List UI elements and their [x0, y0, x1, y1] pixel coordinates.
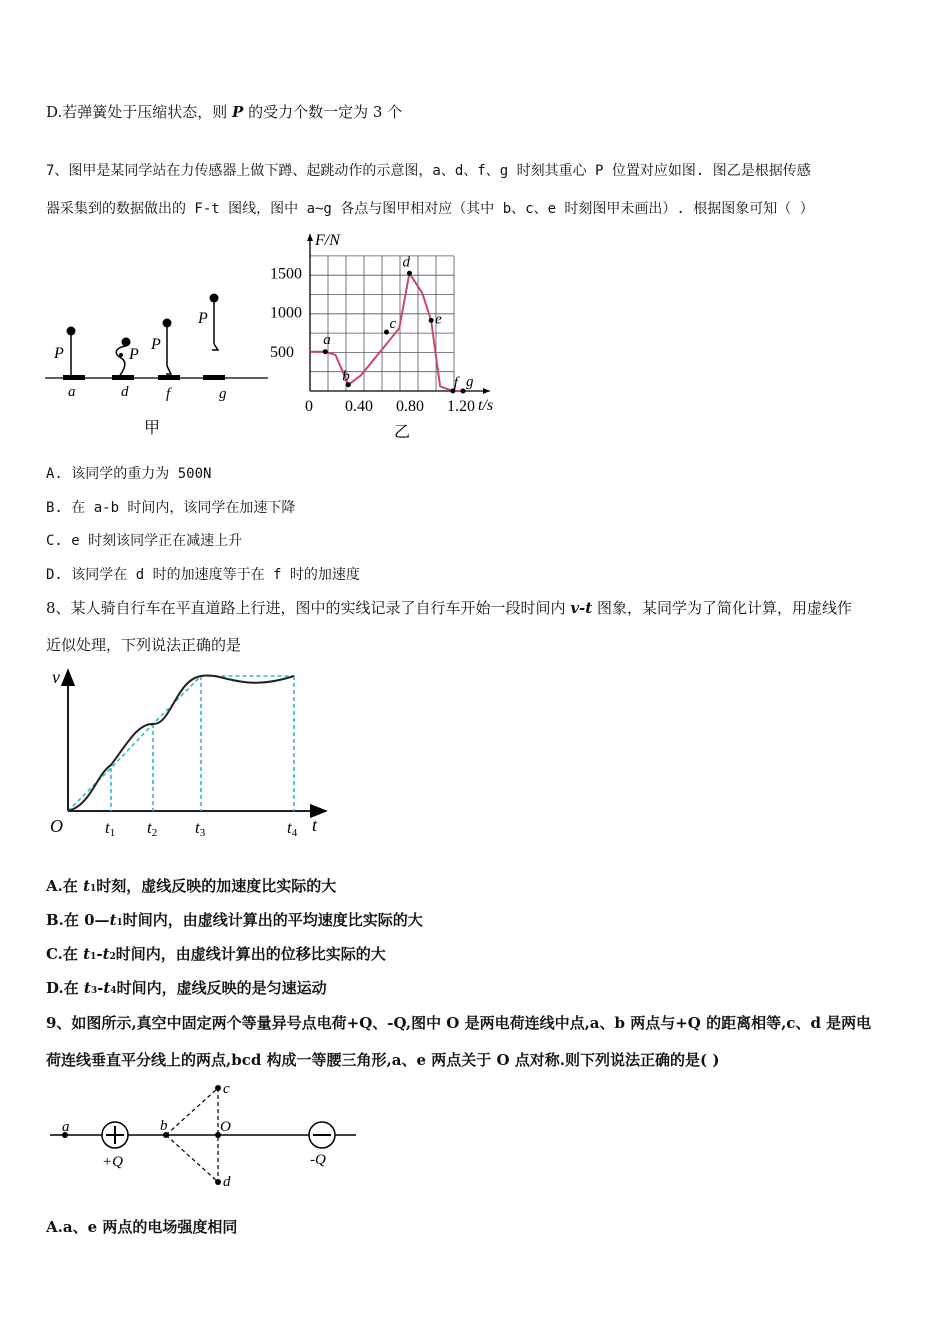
jia-caption: 甲 [144, 420, 161, 437]
yi-y-tick-label: 1000 [270, 304, 302, 322]
yi-x-arrow [483, 388, 490, 394]
jia-moment-a: a [68, 384, 76, 400]
q7-option-c: C. e 时刻该同学正在减速上升 [46, 533, 243, 549]
q9-option-a: A.a、e 两点的电场强度相同 [46, 1218, 238, 1236]
yi-point-label-a: a [323, 331, 331, 348]
yi-x-tick-label: 1.20 [447, 398, 475, 415]
q8-option-b: B.在 0—t1时间内，由虚线计算出的平均速度比实际的大 [46, 911, 423, 929]
yi-point-label-e: e [435, 311, 442, 328]
yi-point-e [429, 318, 434, 323]
q6-option-d-var: P [232, 103, 244, 121]
vt-dashed-approx [68, 676, 294, 811]
vt-t3-label: t3 [195, 818, 206, 839]
q7-stem-line2: 器采集到的数据做出的 F-t 图线，图中 a~g 各点与图甲相对应（其中 b、c、e 时刻图甲未画出）. 根据图象可知（ ） [46, 201, 814, 217]
q8-stem-line2: 近似处理，下列说法正确的是 [46, 636, 242, 654]
yi-point-label-d: d [402, 254, 410, 271]
point-c [215, 1085, 221, 1091]
vt-t-label: t [312, 815, 318, 835]
q9-charges-figure [44, 1078, 374, 1198]
label-b: b [160, 1118, 168, 1134]
q6-option-d-text1: D.若弹簧处于压缩状态，则 [46, 103, 233, 121]
q7-option-b: B. 在 a-b 时间内，该同学在加速下降 [46, 500, 296, 516]
yi-x-tick-label: 0.40 [345, 398, 373, 415]
label-d: d [223, 1174, 231, 1190]
yi-point-label-c: c [389, 316, 397, 333]
q9-stem-line1: 9、如图所示,真空中固定两个等量异号点电荷+Q、-Q,图中 O 是两电荷连线中点,a、b 两点与+Q 的距离相等,c、d 是两电 [46, 1014, 872, 1032]
yi-point-d [407, 271, 412, 276]
vt-origin-label: O [50, 816, 63, 836]
label-o: O [220, 1119, 231, 1135]
yi-point-label-f: f [453, 375, 458, 391]
yi-y-arrow [307, 234, 313, 241]
yi-point-g [461, 389, 466, 394]
jia-moment-g: g [219, 386, 227, 402]
yi-point-label-b: b [342, 368, 350, 385]
q8-stem-line1 [46, 598, 852, 618]
vt-v-label: v [52, 667, 60, 687]
jia-moment-f: f [166, 386, 171, 402]
vt-t2-label: t2 [147, 818, 158, 839]
yi-caption: 乙 [394, 424, 411, 441]
label-plus-q: +Q [102, 1154, 123, 1170]
yi-x-tick-label: 0.80 [396, 398, 424, 415]
q6-option-d [46, 102, 402, 122]
vt-t4-label: t4 [287, 818, 298, 839]
label-c: c [223, 1081, 230, 1097]
jia-p-label-f: P [151, 336, 161, 353]
label-a: a [62, 1119, 70, 1135]
yi-x-tick-label: 0 [305, 398, 313, 415]
jia-p-label-d: P [129, 346, 139, 363]
q8-vt-figure [46, 665, 346, 845]
q7-option-d: D. 该同学在 d 时的加速度等于在 f 时的加速度 [46, 567, 360, 583]
yi-y-tick-label: 500 [270, 343, 294, 361]
jia-p-label-g: P [198, 310, 208, 327]
yi-y-tick-label: 1500 [270, 265, 302, 283]
q7-stem-line1: 7、图甲是某同学站在力传感器上做下蹲、起跳动作的示意图，a、d、f、g 时刻其重心 P 位置对应如图. 图乙是根据传感 [46, 163, 811, 179]
jia-moment-d: d [121, 384, 129, 400]
q8-option-a: A.在 t1时刻，虚线反映的加速度比实际的大 [46, 877, 337, 895]
q6-option-d-text2: 的受力个数一定为 3 个 [243, 103, 403, 121]
q8-option-d: D.在 t3-t4时间内，虚线反映的是匀速运动 [46, 979, 327, 997]
q9-stem-line2: 荷连线垂直平分线上的两点,bcd 构成一等腰三角形,a、e 两点关于 O 点对称.则下列说法正确的是( ) [46, 1051, 720, 1069]
yi-point-label-g: g [466, 374, 474, 390]
vt-t1-label: t1 [105, 818, 116, 839]
yi-y-axis-label: F/N [315, 232, 340, 249]
q7-figure-yi-chart [268, 228, 508, 443]
jia-p-label-a: P [54, 345, 64, 362]
label-minus-q: -Q [310, 1152, 326, 1168]
q7-option-a: A. 该同学的重力为 500N [46, 466, 212, 482]
q7-figure-jia [40, 240, 270, 440]
q8-stem-text1: 8、某人骑自行车在平直道路上行进，图中的实线记录了自行车开始一段时间内 [46, 599, 571, 617]
yi-x-axis-label: t/s [478, 397, 494, 414]
q8-stem-var: v-t [570, 599, 593, 617]
q8-stem-text2: 图象，某同学为了简化计算，用虚线作 [592, 599, 852, 617]
point-d [215, 1179, 221, 1185]
q8-option-c: C.在 t1-t2时间内，由虚线计算出的位移比实际的大 [46, 945, 386, 963]
yi-point-a [323, 349, 328, 354]
yi-point-c [384, 330, 389, 335]
